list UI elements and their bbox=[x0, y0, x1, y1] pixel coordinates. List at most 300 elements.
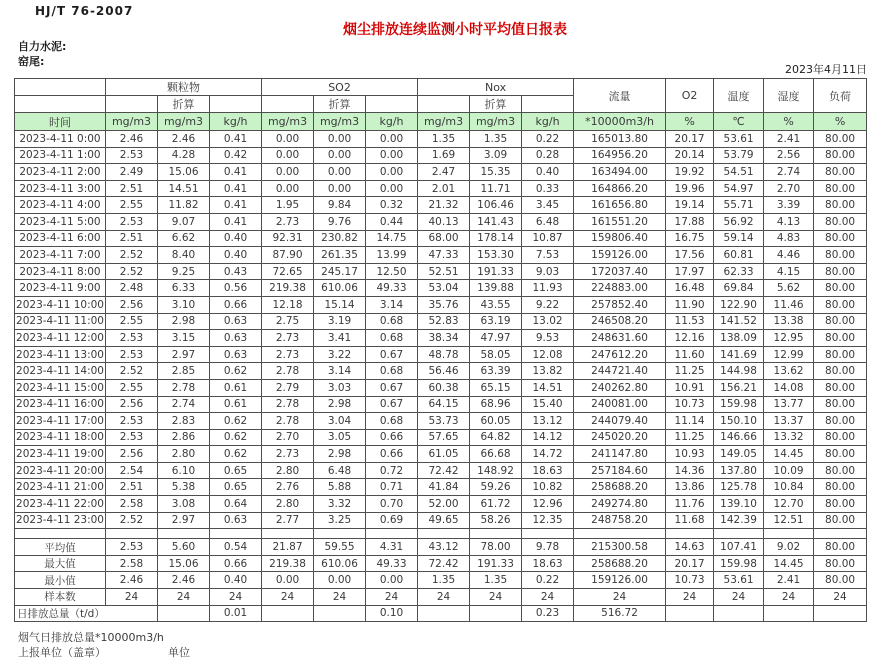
summary-value-cell: 53.61 bbox=[714, 572, 764, 589]
value-cell: 0.00 bbox=[366, 147, 418, 164]
summary-value-cell: 9.02 bbox=[764, 539, 814, 556]
unit-cell: mg/m3 bbox=[470, 113, 522, 131]
col-group-nox: Nox bbox=[418, 79, 574, 96]
value-cell: 8.40 bbox=[158, 247, 210, 264]
value-cell: 9.03 bbox=[522, 263, 574, 280]
value-cell: 66.68 bbox=[470, 446, 522, 463]
summary-row bbox=[15, 589, 867, 606]
value-cell: 0.22 bbox=[522, 131, 574, 148]
value-cell: 2.77 bbox=[262, 512, 314, 529]
time-cell: 2023-4-11 11:00 bbox=[15, 313, 106, 330]
value-cell: 80.00 bbox=[814, 396, 867, 413]
value-cell: 246508.20 bbox=[574, 313, 666, 330]
value-cell: 0.62 bbox=[210, 363, 262, 380]
value-cell: 53.04 bbox=[418, 280, 470, 297]
table-row bbox=[15, 230, 867, 247]
value-cell: 17.88 bbox=[666, 213, 714, 230]
value-cell: 11.82 bbox=[158, 197, 210, 214]
value-cell: 163494.00 bbox=[574, 164, 666, 181]
value-cell: 141.43 bbox=[470, 213, 522, 230]
value-cell: 2.74 bbox=[764, 164, 814, 181]
table-row bbox=[15, 462, 867, 479]
value-cell: 3.45 bbox=[522, 197, 574, 214]
value-cell: 0.00 bbox=[366, 164, 418, 181]
unit-cell: mg/m3 bbox=[158, 113, 210, 131]
value-cell: 55.71 bbox=[714, 197, 764, 214]
value-cell: 0.61 bbox=[210, 396, 262, 413]
value-cell: 0.40 bbox=[210, 230, 262, 247]
summary-value-cell: 24 bbox=[764, 589, 814, 606]
value-cell: 16.75 bbox=[666, 230, 714, 247]
conversion-label: 折算 bbox=[314, 96, 366, 113]
value-cell: 80.00 bbox=[814, 213, 867, 230]
value-cell: 0.00 bbox=[314, 164, 366, 181]
value-cell: 2.55 bbox=[106, 197, 158, 214]
table-row bbox=[15, 512, 867, 529]
value-cell: 0.42 bbox=[210, 147, 262, 164]
value-cell: 19.92 bbox=[666, 164, 714, 181]
table-row bbox=[15, 197, 867, 214]
value-cell: 15.35 bbox=[470, 164, 522, 181]
summary-value-cell: 24 bbox=[574, 589, 666, 606]
time-cell: 2023-4-11 13:00 bbox=[15, 346, 106, 363]
summary-value-cell: 24 bbox=[814, 589, 867, 606]
value-cell: 12.96 bbox=[522, 496, 574, 513]
value-cell: 16.48 bbox=[666, 280, 714, 297]
table-row bbox=[15, 164, 867, 181]
summary-value-cell: 0.00 bbox=[366, 572, 418, 589]
value-cell: 2.86 bbox=[158, 429, 210, 446]
value-cell: 137.80 bbox=[714, 462, 764, 479]
value-cell: 13.12 bbox=[522, 413, 574, 430]
time-cell: 2023-4-11 19:00 bbox=[15, 446, 106, 463]
empty-cell bbox=[262, 529, 314, 539]
summary-value-cell: 0.66 bbox=[210, 555, 262, 572]
value-cell: 14.45 bbox=[764, 446, 814, 463]
value-cell: 0.41 bbox=[210, 164, 262, 181]
time-cell: 2023-4-11 17:00 bbox=[15, 413, 106, 430]
value-cell: 35.76 bbox=[418, 296, 470, 313]
value-cell: 9.22 bbox=[522, 296, 574, 313]
value-cell: 0.63 bbox=[210, 330, 262, 347]
summary-value-cell: 10.73 bbox=[666, 572, 714, 589]
value-cell: 2.85 bbox=[158, 363, 210, 380]
empty-cell bbox=[714, 529, 764, 539]
value-cell: 52.83 bbox=[418, 313, 470, 330]
empty-cell bbox=[418, 529, 470, 539]
value-cell: 2.01 bbox=[418, 180, 470, 197]
value-cell: 0.64 bbox=[210, 496, 262, 513]
summary-value-cell: 72.42 bbox=[418, 555, 470, 572]
value-cell: 6.33 bbox=[158, 280, 210, 297]
summary-value-cell: 1.35 bbox=[470, 572, 522, 589]
value-cell: 2.73 bbox=[262, 213, 314, 230]
value-cell: 49.33 bbox=[366, 280, 418, 297]
value-cell: 257184.60 bbox=[574, 462, 666, 479]
empty-cell bbox=[210, 96, 262, 113]
value-cell: 0.66 bbox=[366, 429, 418, 446]
value-cell: 219.38 bbox=[262, 280, 314, 297]
value-cell: 80.00 bbox=[814, 496, 867, 513]
value-cell: 2.80 bbox=[158, 446, 210, 463]
value-cell: 54.97 bbox=[714, 180, 764, 197]
time-cell: 2023-4-11 4:00 bbox=[15, 197, 106, 214]
value-cell: 0.00 bbox=[262, 164, 314, 181]
summary-row bbox=[15, 555, 867, 572]
value-cell: 164956.20 bbox=[574, 147, 666, 164]
value-cell: 80.00 bbox=[814, 296, 867, 313]
value-cell: 1.69 bbox=[418, 147, 470, 164]
value-cell: 2.53 bbox=[106, 147, 158, 164]
value-cell: 3.04 bbox=[314, 413, 366, 430]
empty-cell bbox=[262, 96, 314, 113]
summary-value-cell: 2.58 bbox=[106, 555, 158, 572]
value-cell: 0.00 bbox=[314, 180, 366, 197]
col-header-load: 负荷 bbox=[814, 79, 867, 113]
value-cell: 7.53 bbox=[522, 247, 574, 264]
value-cell: 69.84 bbox=[714, 280, 764, 297]
value-cell: 80.00 bbox=[814, 429, 867, 446]
value-cell: 14.08 bbox=[764, 379, 814, 396]
value-cell: 13.62 bbox=[764, 363, 814, 380]
value-cell: 10.91 bbox=[666, 379, 714, 396]
summary-value-cell: 14.63 bbox=[666, 539, 714, 556]
summary-value-cell: 24 bbox=[314, 589, 366, 606]
col-header-o2: O2 bbox=[666, 79, 714, 113]
summary-value-cell: 24 bbox=[418, 589, 470, 606]
value-cell: 0.61 bbox=[210, 379, 262, 396]
empty-cell bbox=[574, 529, 666, 539]
value-cell: 3.19 bbox=[314, 313, 366, 330]
value-cell: 159.98 bbox=[714, 396, 764, 413]
summary-value-cell: 2.46 bbox=[158, 572, 210, 589]
empty-cell bbox=[522, 96, 574, 113]
unit-cell: mg/m3 bbox=[314, 113, 366, 131]
value-cell: 161656.80 bbox=[574, 197, 666, 214]
summary-label: 样本数 bbox=[15, 589, 106, 606]
standard-code: HJ/T 76-2007 bbox=[35, 4, 134, 18]
value-cell: 10.87 bbox=[522, 230, 574, 247]
value-cell: 2.54 bbox=[106, 462, 158, 479]
time-cell: 2023-4-11 5:00 bbox=[15, 213, 106, 230]
summary-value-cell: 107.41 bbox=[714, 539, 764, 556]
value-cell: 49.65 bbox=[418, 512, 470, 529]
conversion-label: 折算 bbox=[470, 96, 522, 113]
value-cell: 11.46 bbox=[764, 296, 814, 313]
value-cell: 11.68 bbox=[666, 512, 714, 529]
value-cell: 80.00 bbox=[814, 346, 867, 363]
value-cell: 2.98 bbox=[314, 396, 366, 413]
time-cell: 2023-4-11 18:00 bbox=[15, 429, 106, 446]
report-table bbox=[14, 78, 867, 622]
value-cell: 3.14 bbox=[314, 363, 366, 380]
value-cell: 61.72 bbox=[470, 496, 522, 513]
value-cell: 2.70 bbox=[262, 429, 314, 446]
value-cell: 20.14 bbox=[666, 147, 714, 164]
value-cell: 191.33 bbox=[470, 263, 522, 280]
value-cell: 141.52 bbox=[714, 313, 764, 330]
value-cell: 5.38 bbox=[158, 479, 210, 496]
table-row bbox=[15, 247, 867, 264]
value-cell: 80.00 bbox=[814, 230, 867, 247]
value-cell: 11.90 bbox=[666, 296, 714, 313]
value-cell: 2.78 bbox=[158, 379, 210, 396]
value-cell: 21.32 bbox=[418, 197, 470, 214]
value-cell: 57.65 bbox=[418, 429, 470, 446]
daily-total-value-cell: 0.23 bbox=[522, 605, 574, 622]
value-cell: 80.00 bbox=[814, 280, 867, 297]
value-cell: 56.92 bbox=[714, 213, 764, 230]
value-cell: 240081.00 bbox=[574, 396, 666, 413]
summary-label: 平均值 bbox=[15, 539, 106, 556]
flue-gas-total-note: 烟气日排放总量*10000m3/h bbox=[18, 631, 164, 644]
report-title: 烟尘排放连续监测小时平均值日报表 bbox=[343, 22, 567, 38]
value-cell: 13.38 bbox=[764, 313, 814, 330]
summary-value-cell: 24 bbox=[714, 589, 764, 606]
header-units-row bbox=[15, 113, 867, 131]
value-cell: 2.47 bbox=[418, 164, 470, 181]
value-cell: 2.51 bbox=[106, 180, 158, 197]
value-cell: 2.80 bbox=[262, 462, 314, 479]
value-cell: 9.76 bbox=[314, 213, 366, 230]
value-cell: 1.35 bbox=[418, 131, 470, 148]
value-cell: 0.67 bbox=[366, 379, 418, 396]
value-cell: 156.21 bbox=[714, 379, 764, 396]
table-row bbox=[15, 413, 867, 430]
value-cell: 72.42 bbox=[418, 462, 470, 479]
summary-value-cell: 80.00 bbox=[814, 555, 867, 572]
time-cell: 2023-4-11 6:00 bbox=[15, 230, 106, 247]
value-cell: 15.06 bbox=[158, 164, 210, 181]
value-cell: 12.50 bbox=[366, 263, 418, 280]
value-cell: 172037.40 bbox=[574, 263, 666, 280]
value-cell: 40.13 bbox=[418, 213, 470, 230]
col-header-humidity: 湿度 bbox=[764, 79, 814, 113]
value-cell: 0.33 bbox=[522, 180, 574, 197]
value-cell: 80.00 bbox=[814, 131, 867, 148]
value-cell: 258688.20 bbox=[574, 479, 666, 496]
summary-value-cell: 14.45 bbox=[764, 555, 814, 572]
time-cell: 2023-4-11 1:00 bbox=[15, 147, 106, 164]
value-cell: 0.62 bbox=[210, 446, 262, 463]
value-cell: 141.69 bbox=[714, 346, 764, 363]
value-cell: 2.52 bbox=[106, 263, 158, 280]
value-cell: 2.78 bbox=[262, 363, 314, 380]
table-row bbox=[15, 213, 867, 230]
value-cell: 53.61 bbox=[714, 131, 764, 148]
time-cell: 2023-4-11 16:00 bbox=[15, 396, 106, 413]
summary-value-cell: 0.54 bbox=[210, 539, 262, 556]
value-cell: 63.19 bbox=[470, 313, 522, 330]
value-cell: 17.97 bbox=[666, 263, 714, 280]
value-cell: 11.71 bbox=[470, 180, 522, 197]
spacer-row bbox=[15, 529, 867, 539]
value-cell: 1.35 bbox=[470, 131, 522, 148]
value-cell: 2.76 bbox=[262, 479, 314, 496]
value-cell: 248631.60 bbox=[574, 330, 666, 347]
value-cell: 2.49 bbox=[106, 164, 158, 181]
value-cell: 14.12 bbox=[522, 429, 574, 446]
value-cell: 122.90 bbox=[714, 296, 764, 313]
value-cell: 3.10 bbox=[158, 296, 210, 313]
value-cell: 1.95 bbox=[262, 197, 314, 214]
value-cell: 0.62 bbox=[210, 413, 262, 430]
table-row bbox=[15, 330, 867, 347]
table-row bbox=[15, 396, 867, 413]
value-cell: 3.39 bbox=[764, 197, 814, 214]
value-cell: 52.00 bbox=[418, 496, 470, 513]
value-cell: 2.78 bbox=[262, 413, 314, 430]
daily-total-value-cell bbox=[814, 605, 867, 622]
empty-cell bbox=[106, 529, 158, 539]
value-cell: 60.05 bbox=[470, 413, 522, 430]
summary-value-cell: 219.38 bbox=[262, 555, 314, 572]
value-cell: 0.68 bbox=[366, 413, 418, 430]
value-cell: 139.88 bbox=[470, 280, 522, 297]
unit-cell: % bbox=[666, 113, 714, 131]
value-cell: 2.52 bbox=[106, 512, 158, 529]
value-cell: 80.00 bbox=[814, 313, 867, 330]
summary-value-cell: 24 bbox=[210, 589, 262, 606]
value-cell: 2.53 bbox=[106, 213, 158, 230]
col-header-flow: 流量 bbox=[574, 79, 666, 113]
value-cell: 2.79 bbox=[262, 379, 314, 396]
value-cell: 245020.20 bbox=[574, 429, 666, 446]
value-cell: 2.70 bbox=[764, 180, 814, 197]
value-cell: 58.26 bbox=[470, 512, 522, 529]
value-cell: 12.35 bbox=[522, 512, 574, 529]
value-cell: 2.53 bbox=[106, 429, 158, 446]
value-cell: 249274.80 bbox=[574, 496, 666, 513]
value-cell: 2.83 bbox=[158, 413, 210, 430]
value-cell: 12.51 bbox=[764, 512, 814, 529]
value-cell: 13.02 bbox=[522, 313, 574, 330]
value-cell: 2.41 bbox=[764, 131, 814, 148]
table-row bbox=[15, 180, 867, 197]
value-cell: 11.60 bbox=[666, 346, 714, 363]
value-cell: 148.92 bbox=[470, 462, 522, 479]
summary-value-cell: 2.41 bbox=[764, 572, 814, 589]
value-cell: 3.14 bbox=[366, 296, 418, 313]
time-cell: 2023-4-11 14:00 bbox=[15, 363, 106, 380]
value-cell: 20.17 bbox=[666, 131, 714, 148]
value-cell: 146.66 bbox=[714, 429, 764, 446]
value-cell: 63.39 bbox=[470, 363, 522, 380]
conversion-label: 折算 bbox=[158, 96, 210, 113]
value-cell: 80.00 bbox=[814, 379, 867, 396]
value-cell: 10.09 bbox=[764, 462, 814, 479]
value-cell: 41.84 bbox=[418, 479, 470, 496]
empty-cell bbox=[210, 529, 262, 539]
company-label: 自力水泥: bbox=[18, 40, 67, 53]
value-cell: 68.00 bbox=[418, 230, 470, 247]
value-cell: 56.46 bbox=[418, 363, 470, 380]
table-row bbox=[15, 147, 867, 164]
value-cell: 2.78 bbox=[262, 396, 314, 413]
value-cell: 60.38 bbox=[418, 379, 470, 396]
value-cell: 87.90 bbox=[262, 247, 314, 264]
value-cell: 13.99 bbox=[366, 247, 418, 264]
table-row bbox=[15, 296, 867, 313]
value-cell: 0.68 bbox=[366, 330, 418, 347]
value-cell: 247612.20 bbox=[574, 346, 666, 363]
value-cell: 0.44 bbox=[366, 213, 418, 230]
value-cell: 0.63 bbox=[210, 346, 262, 363]
value-cell: 6.62 bbox=[158, 230, 210, 247]
time-cell: 2023-4-11 3:00 bbox=[15, 180, 106, 197]
summary-value-cell: 24 bbox=[262, 589, 314, 606]
summary-value-cell: 59.55 bbox=[314, 539, 366, 556]
value-cell: 11.53 bbox=[666, 313, 714, 330]
col-header-temperature: 温度 bbox=[714, 79, 764, 113]
table-row bbox=[15, 280, 867, 297]
table-row bbox=[15, 313, 867, 330]
value-cell: 2.56 bbox=[106, 396, 158, 413]
time-cell: 2023-4-11 0:00 bbox=[15, 131, 106, 148]
value-cell: 0.41 bbox=[210, 180, 262, 197]
value-cell: 0.32 bbox=[366, 197, 418, 214]
time-cell: 2023-4-11 10:00 bbox=[15, 296, 106, 313]
time-cell: 2023-4-11 20:00 bbox=[15, 462, 106, 479]
value-cell: 2.56 bbox=[106, 446, 158, 463]
value-cell: 5.62 bbox=[764, 280, 814, 297]
corner-cell bbox=[15, 79, 106, 96]
value-cell: 3.09 bbox=[470, 147, 522, 164]
value-cell: 13.77 bbox=[764, 396, 814, 413]
value-cell: 2.52 bbox=[106, 363, 158, 380]
time-cell: 2023-4-11 2:00 bbox=[15, 164, 106, 181]
value-cell: 12.99 bbox=[764, 346, 814, 363]
value-cell: 6.48 bbox=[314, 462, 366, 479]
value-cell: 3.25 bbox=[314, 512, 366, 529]
summary-value-cell: 159.98 bbox=[714, 555, 764, 572]
value-cell: 3.05 bbox=[314, 429, 366, 446]
value-cell: 80.00 bbox=[814, 164, 867, 181]
time-cell: 2023-4-11 8:00 bbox=[15, 263, 106, 280]
value-cell: 2.55 bbox=[106, 379, 158, 396]
daily-total-value-cell: 516.72 bbox=[574, 605, 666, 622]
value-cell: 0.41 bbox=[210, 197, 262, 214]
summary-value-cell: 43.12 bbox=[418, 539, 470, 556]
value-cell: 53.73 bbox=[418, 413, 470, 430]
value-cell: 9.84 bbox=[314, 197, 366, 214]
value-cell: 14.75 bbox=[366, 230, 418, 247]
empty-cell bbox=[15, 529, 106, 539]
value-cell: 241147.80 bbox=[574, 446, 666, 463]
unit-cell: mg/m3 bbox=[418, 113, 470, 131]
value-cell: 2.74 bbox=[158, 396, 210, 413]
value-cell: 2.46 bbox=[106, 131, 158, 148]
unit-cell: % bbox=[764, 113, 814, 131]
unit-cell: % bbox=[814, 113, 867, 131]
location-label: 窑尾: bbox=[18, 55, 45, 68]
value-cell: 9.07 bbox=[158, 213, 210, 230]
empty-cell bbox=[470, 529, 522, 539]
daily-total-value-cell bbox=[764, 605, 814, 622]
empty-cell bbox=[366, 529, 418, 539]
value-cell: 138.09 bbox=[714, 330, 764, 347]
unit-cell: mg/m3 bbox=[262, 113, 314, 131]
value-cell: 0.00 bbox=[262, 147, 314, 164]
summary-value-cell: 159126.00 bbox=[574, 572, 666, 589]
value-cell: 0.65 bbox=[210, 462, 262, 479]
value-cell: 0.69 bbox=[366, 512, 418, 529]
unit-cell: kg/h bbox=[522, 113, 574, 131]
time-cell: 2023-4-11 21:00 bbox=[15, 479, 106, 496]
value-cell: 2.58 bbox=[106, 496, 158, 513]
table-row bbox=[15, 346, 867, 363]
value-cell: 178.14 bbox=[470, 230, 522, 247]
